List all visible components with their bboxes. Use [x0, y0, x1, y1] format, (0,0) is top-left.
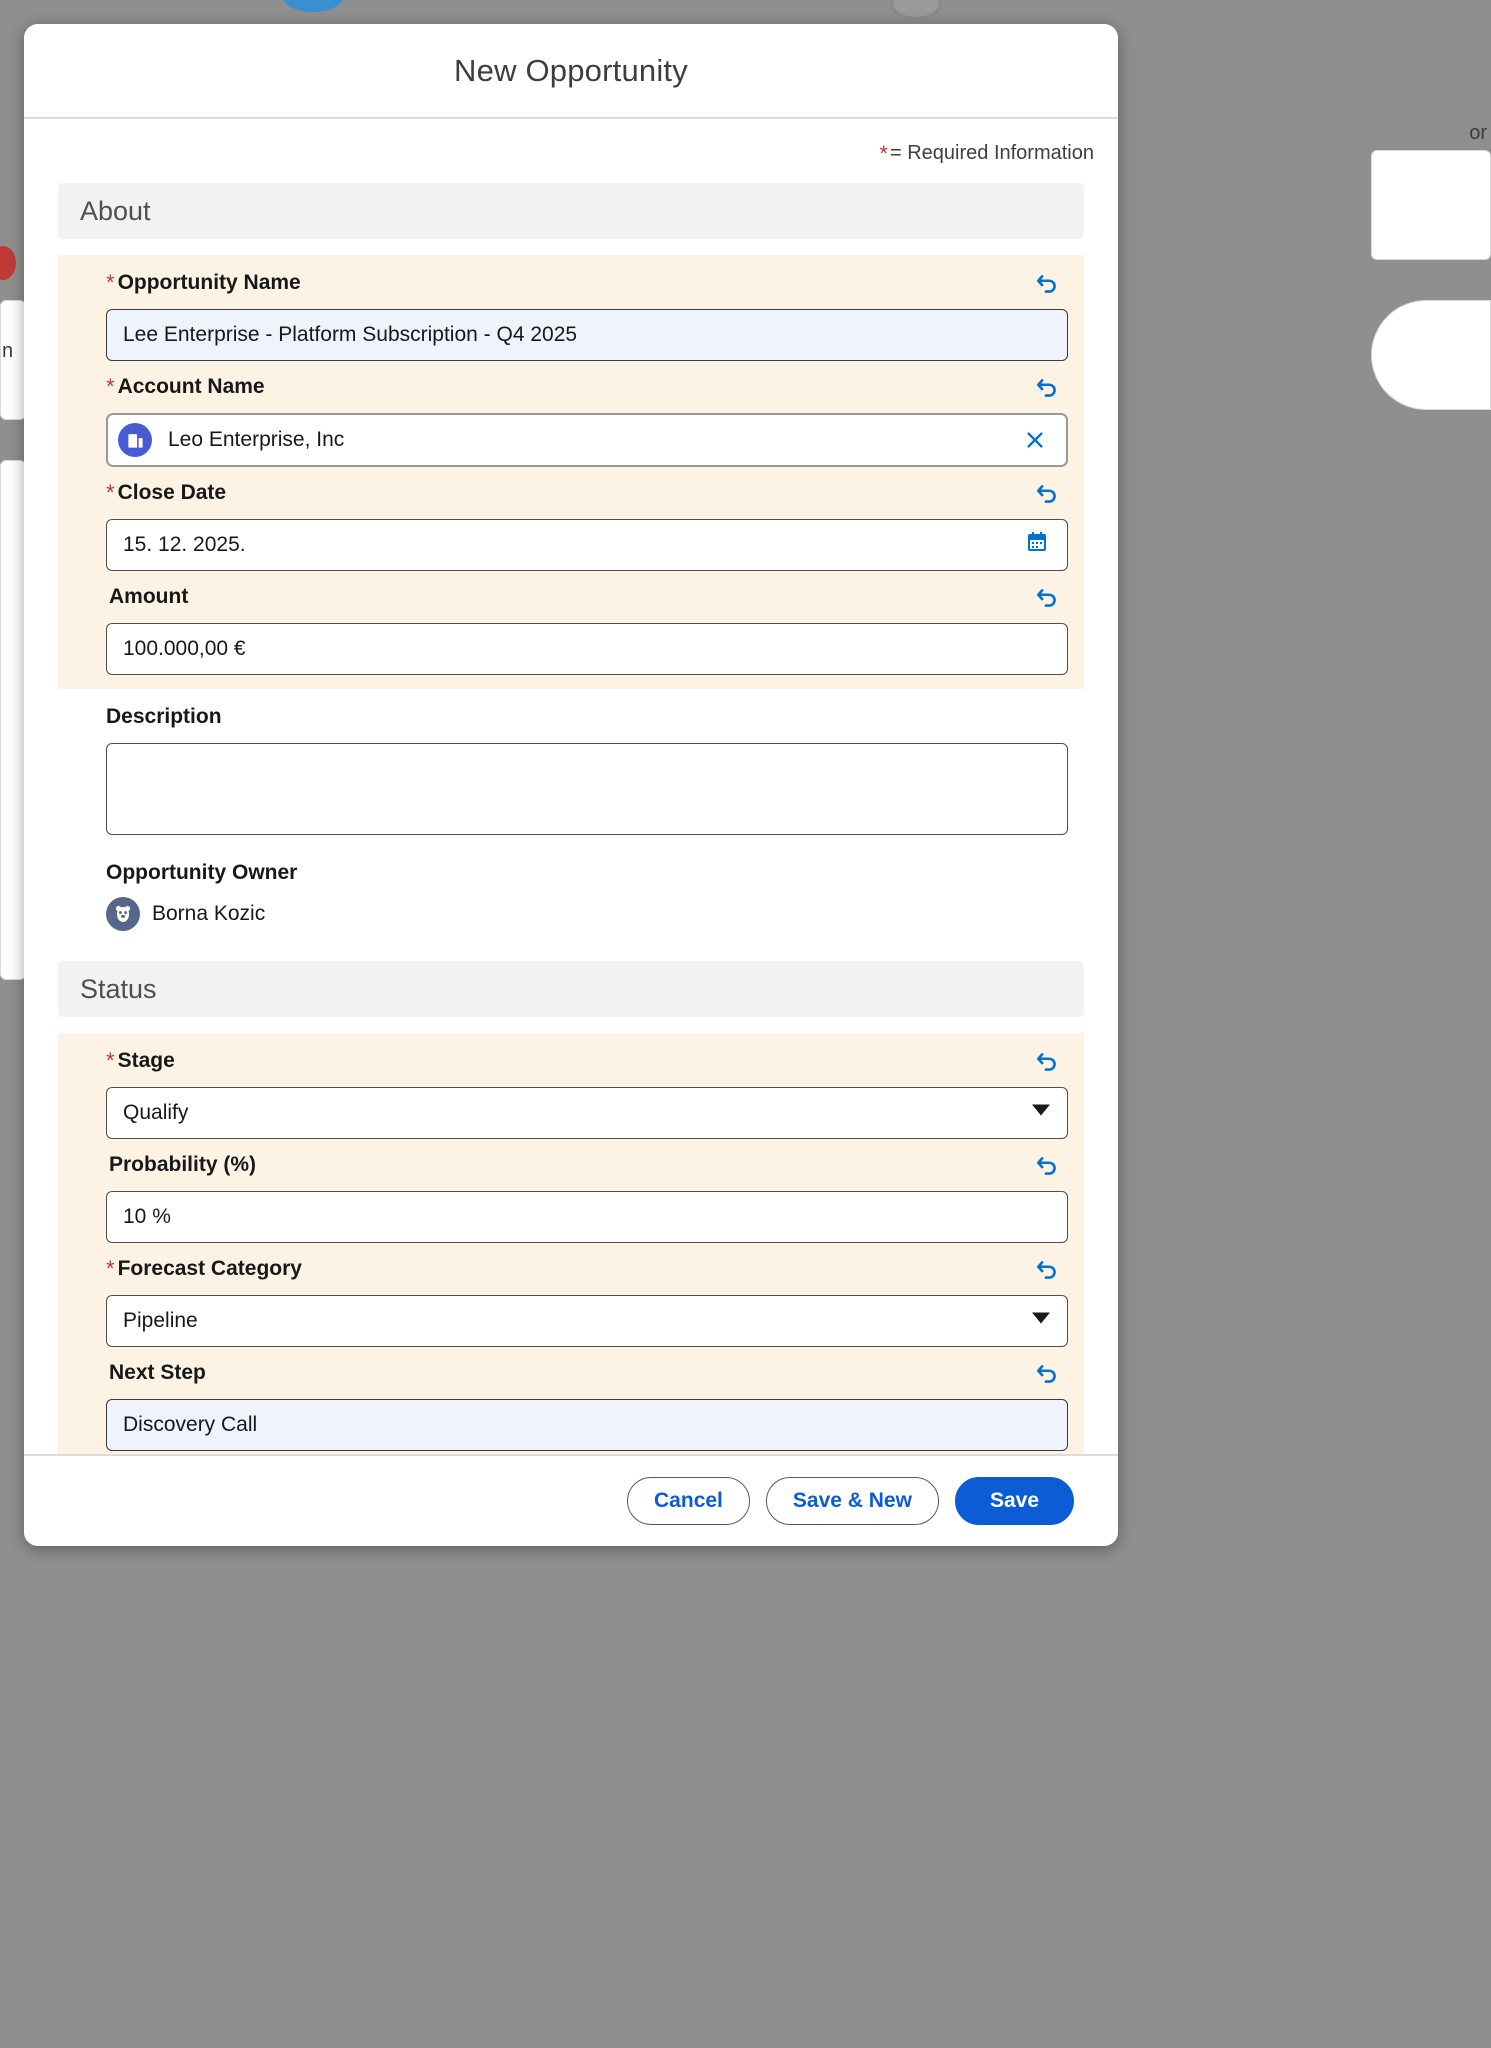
account-name-lookup[interactable] — [106, 413, 1068, 467]
label-forecast-category — [106, 1255, 302, 1283]
label-text: Close Date — [117, 481, 227, 504]
required-information-text: = Required Information — [889, 142, 1094, 164]
close-date-input[interactable]: 15. 12. 2025. — [106, 519, 1068, 571]
field-account-name — [58, 361, 1084, 467]
required-asterisk: * — [106, 374, 115, 399]
undo-icon[interactable] — [1032, 269, 1062, 299]
section-title-about: About — [80, 195, 151, 226]
background-panel-left-bottom — [0, 460, 26, 980]
status-fields-group — [58, 1033, 1084, 1454]
label-text: Stage — [117, 1049, 175, 1072]
undo-icon[interactable] — [1032, 583, 1062, 613]
label-description — [106, 703, 222, 731]
next-step-input[interactable]: Discovery Call — [106, 1399, 1068, 1451]
field-amount — [58, 571, 1084, 675]
undo-icon[interactable] — [1032, 1151, 1062, 1181]
save-button[interactable]: Save — [955, 1477, 1074, 1525]
section-header-about — [58, 183, 1084, 239]
field-stage — [58, 1035, 1084, 1139]
undo-icon[interactable] — [1032, 479, 1062, 509]
label-probability — [106, 1151, 256, 1179]
label-stage — [106, 1047, 175, 1075]
probability-input[interactable]: 10 % — [106, 1191, 1068, 1243]
undo-icon[interactable] — [1032, 1047, 1062, 1077]
label-text: Next Step — [109, 1361, 206, 1384]
field-forecast-category — [58, 1243, 1084, 1347]
modal-footer — [24, 1454, 1118, 1546]
about-plain-fields-group — [58, 689, 1084, 835]
new-opportunity-modal — [24, 24, 1118, 1546]
stage-select[interactable]: Qualify — [106, 1087, 1068, 1139]
opportunity-owner-value[interactable]: Borna Kozic — [152, 902, 266, 925]
label-account-name — [106, 373, 265, 401]
opportunity-name-input[interactable]: Lee Enterprise - Platform Subscription - Q4 2025 — [106, 309, 1068, 361]
background-text-left: n — [2, 340, 14, 362]
amount-input[interactable]: 100.000,00 € — [106, 623, 1068, 675]
about-required-fields-group — [58, 255, 1084, 689]
save-and-new-button[interactable]: Save & New — [766, 1477, 939, 1525]
account-name-value: Leo Enterprise, Inc — [168, 428, 345, 451]
field-opportunity-name — [58, 257, 1084, 361]
label-text: Amount — [109, 585, 189, 608]
user-avatar-icon — [106, 897, 140, 931]
label-next-step — [106, 1359, 206, 1387]
close-icon[interactable] — [1020, 425, 1050, 455]
label-text: Account Name — [117, 375, 265, 398]
required-asterisk: * — [106, 1048, 115, 1073]
label-amount — [106, 583, 188, 611]
background-text-right: or — [1469, 122, 1487, 144]
background-blob-right — [890, 0, 942, 20]
field-next-step — [58, 1347, 1084, 1451]
calendar-icon[interactable] — [1022, 527, 1052, 557]
modal-header — [24, 24, 1118, 119]
background-blob-left — [283, 0, 343, 12]
modal-body — [24, 119, 1118, 1454]
description-textarea[interactable] — [106, 743, 1068, 835]
section-title-status: Status — [80, 973, 157, 1004]
label-text: Probability (%) — [109, 1153, 257, 1176]
required-asterisk: * — [879, 141, 888, 166]
page-title: New Opportunity — [454, 52, 688, 88]
label-text: Description — [106, 705, 222, 728]
forecast-category-select[interactable]: Pipeline — [106, 1295, 1068, 1347]
label-opportunity-name — [106, 269, 301, 297]
background-marker-red — [0, 246, 16, 280]
required-information-note — [24, 119, 1118, 175]
account-building-icon — [118, 423, 152, 457]
background-panel-right-top — [1371, 150, 1491, 260]
label-text: Opportunity Name — [117, 271, 301, 294]
undo-icon[interactable] — [1032, 373, 1062, 403]
undo-icon[interactable] — [1032, 1255, 1062, 1285]
label-close-date — [106, 479, 226, 507]
background-panel-right-mid — [1371, 300, 1491, 410]
required-asterisk: * — [106, 480, 115, 505]
label-opportunity-owner: Opportunity Owner — [106, 861, 298, 884]
undo-icon[interactable] — [1032, 1359, 1062, 1389]
field-close-date — [58, 467, 1084, 571]
required-asterisk: * — [106, 1256, 115, 1281]
required-asterisk: * — [106, 270, 115, 295]
label-text: Forecast Category — [117, 1257, 302, 1280]
field-description — [58, 691, 1084, 835]
field-opportunity-owner — [58, 861, 1084, 931]
field-probability — [58, 1139, 1084, 1243]
cancel-button[interactable]: Cancel — [627, 1477, 750, 1525]
section-header-status — [58, 961, 1084, 1017]
